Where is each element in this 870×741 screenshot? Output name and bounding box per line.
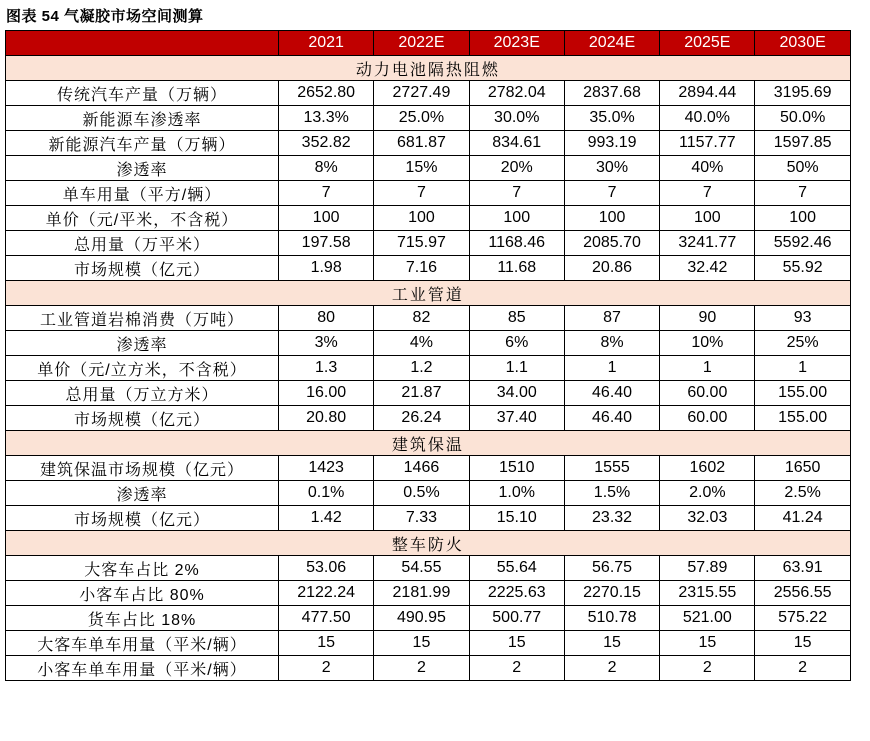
value-cell: 1 [660,356,755,381]
row-label: 新能源车渗透率 [6,106,279,131]
value-cell: 2782.04 [469,81,564,106]
section-title: 整车防火 [6,531,851,556]
value-cell: 2085.70 [564,231,659,256]
value-cell: 50% [755,156,850,181]
row-label: 大客车占比 2% [6,556,279,581]
value-cell: 1602 [660,456,755,481]
row-label: 渗透率 [6,481,279,506]
value-cell: 834.61 [469,131,564,156]
value-cell: 7 [469,181,564,206]
table-row [6,406,851,431]
value-cell: 82 [374,306,469,331]
value-cell: 60.00 [660,381,755,406]
value-cell: 2727.49 [374,81,469,106]
section-row [6,281,851,306]
value-cell: 60.00 [660,406,755,431]
value-cell: 100 [660,206,755,231]
section-row [6,531,851,556]
value-cell: 15% [374,156,469,181]
value-cell: 3195.69 [755,81,850,106]
year-header: 2030E [755,31,850,56]
row-label: 单车用量（平方/辆） [6,181,279,206]
row-label: 工业管道岩棉消费（万吨） [6,306,279,331]
value-cell: 2556.55 [755,581,850,606]
row-label: 总用量（万平米） [6,231,279,256]
value-cell: 521.00 [660,606,755,631]
value-cell: 4% [374,331,469,356]
header-corner-cell [6,31,279,56]
value-cell: 477.50 [279,606,374,631]
value-cell: 8% [564,331,659,356]
table-row [6,581,851,606]
row-label: 单价（元/立方米，不含税） [6,356,279,381]
value-cell: 8% [279,156,374,181]
value-cell: 100 [755,206,850,231]
year-header: 2023E [469,31,564,56]
value-cell: 1.5% [564,481,659,506]
row-label: 大客车单车用量（平米/辆） [6,631,279,656]
value-cell: 15 [469,631,564,656]
value-cell: 15 [755,631,850,656]
value-cell: 2315.55 [660,581,755,606]
value-cell: 2225.63 [469,581,564,606]
table-row [6,481,851,506]
value-cell: 26.24 [374,406,469,431]
value-cell: 2 [279,656,374,681]
value-cell: 2270.15 [564,581,659,606]
value-cell: 100 [564,206,659,231]
table-row [6,456,851,481]
value-cell: 41.24 [755,506,850,531]
value-cell: 46.40 [564,406,659,431]
value-cell: 15 [564,631,659,656]
value-cell: 1555 [564,456,659,481]
row-label: 市场规模（亿元） [6,256,279,281]
value-cell: 1466 [374,456,469,481]
table-row [6,356,851,381]
value-cell: 57.89 [660,556,755,581]
value-cell: 1510 [469,456,564,481]
value-cell: 63.91 [755,556,850,581]
value-cell: 16.00 [279,381,374,406]
table-row [6,656,851,681]
value-cell: 15 [279,631,374,656]
year-header: 2021 [279,31,374,56]
value-cell: 2.5% [755,481,850,506]
year-header: 2022E [374,31,469,56]
row-label: 渗透率 [6,331,279,356]
value-cell: 7 [374,181,469,206]
value-cell: 7.16 [374,256,469,281]
value-cell: 1423 [279,456,374,481]
value-cell: 23.32 [564,506,659,531]
value-cell: 7 [279,181,374,206]
value-cell: 21.87 [374,381,469,406]
value-cell: 55.92 [755,256,850,281]
value-cell: 2181.99 [374,581,469,606]
value-cell: 1650 [755,456,850,481]
value-cell: 7 [564,181,659,206]
value-cell: 1168.46 [469,231,564,256]
value-cell: 0.1% [279,481,374,506]
value-cell: 7.33 [374,506,469,531]
figure-title: 图表 54 气凝胶市场空间测算 [6,8,204,25]
value-cell: 1597.85 [755,131,850,156]
row-label: 货车占比 18% [6,606,279,631]
row-label: 传统汽车产量（万辆） [6,81,279,106]
row-label: 市场规模（亿元） [6,506,279,531]
value-cell: 681.87 [374,131,469,156]
value-cell: 3241.77 [660,231,755,256]
value-cell: 85 [469,306,564,331]
value-cell: 20.80 [279,406,374,431]
value-cell: 1.1 [469,356,564,381]
header-row [6,31,851,56]
market-estimate-table [5,30,851,681]
table-row [6,81,851,106]
value-cell: 32.03 [660,506,755,531]
value-cell: 87 [564,306,659,331]
value-cell: 197.58 [279,231,374,256]
value-cell: 37.40 [469,406,564,431]
value-cell: 100 [374,206,469,231]
value-cell: 510.78 [564,606,659,631]
section-title: 动力电池隔热阻燃 [6,56,851,81]
value-cell: 3% [279,331,374,356]
value-cell: 0.5% [374,481,469,506]
table-row [6,131,851,156]
value-cell: 2.0% [660,481,755,506]
value-cell: 1.0% [469,481,564,506]
value-cell: 1 [755,356,850,381]
value-cell: 1.3 [279,356,374,381]
section-row [6,56,851,81]
value-cell: 6% [469,331,564,356]
section-title: 建筑保温 [6,431,851,456]
row-label: 市场规模（亿元） [6,406,279,431]
value-cell: 2 [564,656,659,681]
table-row [6,331,851,356]
table-row [6,556,851,581]
value-cell: 13.3% [279,106,374,131]
value-cell: 5592.46 [755,231,850,256]
value-cell: 7 [660,181,755,206]
value-cell: 715.97 [374,231,469,256]
table-row [6,306,851,331]
value-cell: 80 [279,306,374,331]
table-row [6,506,851,531]
value-cell: 20% [469,156,564,181]
table-row [6,206,851,231]
value-cell: 7 [755,181,850,206]
value-cell: 2652.80 [279,81,374,106]
value-cell: 1 [564,356,659,381]
value-cell: 93 [755,306,850,331]
value-cell: 500.77 [469,606,564,631]
value-cell: 46.40 [564,381,659,406]
table-row [6,181,851,206]
row-label: 单价（元/平米，不含税） [6,206,279,231]
table-row [6,256,851,281]
value-cell: 352.82 [279,131,374,156]
row-label: 小客车占比 80% [6,581,279,606]
value-cell: 56.75 [564,556,659,581]
value-cell: 575.22 [755,606,850,631]
value-cell: 32.42 [660,256,755,281]
value-cell: 15 [374,631,469,656]
year-header: 2025E [660,31,755,56]
value-cell: 11.68 [469,256,564,281]
table-row [6,631,851,656]
value-cell: 40.0% [660,106,755,131]
value-cell: 100 [469,206,564,231]
value-cell: 155.00 [755,381,850,406]
value-cell: 55.64 [469,556,564,581]
row-label: 建筑保温市场规模（亿元） [6,456,279,481]
table-row [6,231,851,256]
value-cell: 2 [469,656,564,681]
value-cell: 10% [660,331,755,356]
table-row [6,106,851,131]
value-cell: 155.00 [755,406,850,431]
value-cell: 15.10 [469,506,564,531]
value-cell: 1.42 [279,506,374,531]
section-row [6,431,851,456]
value-cell: 30% [564,156,659,181]
value-cell: 53.06 [279,556,374,581]
value-cell: 90 [660,306,755,331]
section-title: 工业管道 [6,281,851,306]
table-row [6,606,851,631]
value-cell: 54.55 [374,556,469,581]
value-cell: 40% [660,156,755,181]
value-cell: 490.95 [374,606,469,631]
value-cell: 34.00 [469,381,564,406]
value-cell: 2837.68 [564,81,659,106]
value-cell: 2122.24 [279,581,374,606]
value-cell: 2 [660,656,755,681]
value-cell: 25% [755,331,850,356]
value-cell: 35.0% [564,106,659,131]
value-cell: 30.0% [469,106,564,131]
value-cell: 20.86 [564,256,659,281]
row-label: 总用量（万立方米） [6,381,279,406]
row-label: 新能源汽车产量（万辆） [6,131,279,156]
value-cell: 1.2 [374,356,469,381]
value-cell: 2 [755,656,850,681]
value-cell: 2 [374,656,469,681]
value-cell: 993.19 [564,131,659,156]
table-row [6,156,851,181]
value-cell: 25.0% [374,106,469,131]
value-cell: 1157.77 [660,131,755,156]
value-cell: 50.0% [755,106,850,131]
row-label: 渗透率 [6,156,279,181]
value-cell: 100 [279,206,374,231]
table-row [6,381,851,406]
value-cell: 15 [660,631,755,656]
value-cell: 1.98 [279,256,374,281]
year-header: 2024E [564,31,659,56]
value-cell: 2894.44 [660,81,755,106]
row-label: 小客车单车用量（平米/辆） [6,656,279,681]
table-body [6,56,851,681]
